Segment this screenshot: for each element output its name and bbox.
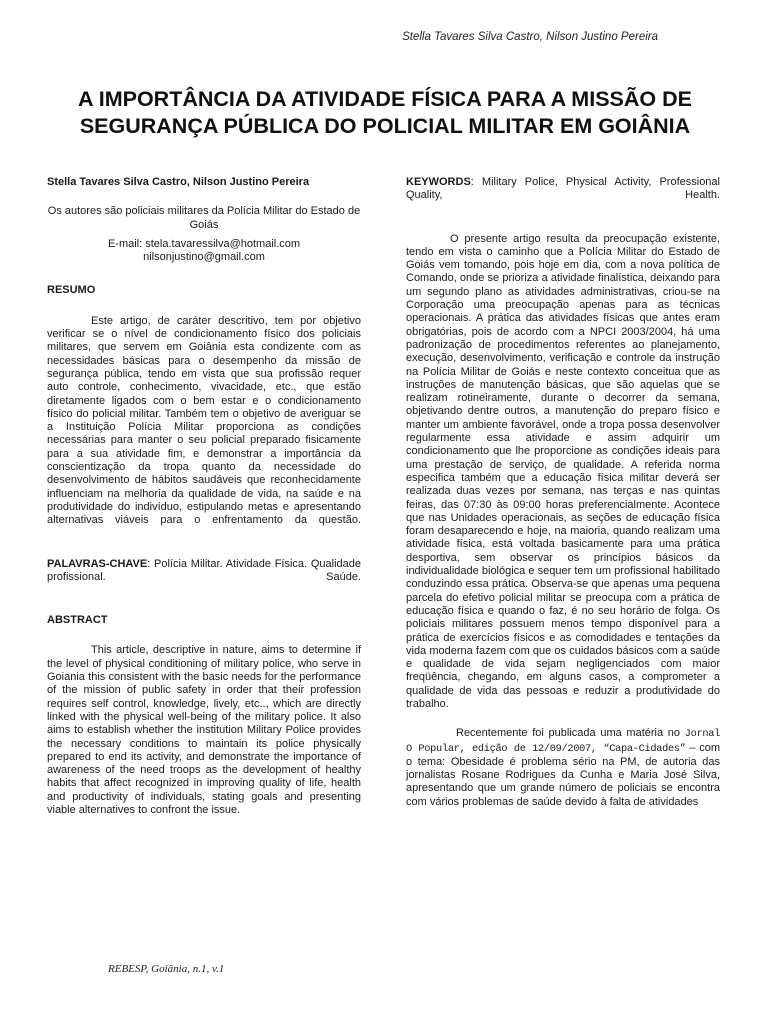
email-line-1: E-mail: stela.tavaressilva@hotmail.com [107,237,301,250]
newspaper-reference: Jornal O Popular, edição de 12/09/2007, “Capa-Cidades” [406,728,720,755]
body-paragraph-2-start: Recentemente foi publicada uma matéria no [456,727,685,740]
body-paragraph-2 [406,727,720,809]
body-paragraph-1: O presente artigo resulta da preocupação existente, tendo em vista o caminho que a Polícia Militar do Estado de Goiás vem tomando, pois hoje em dia, com a nova política de Comando, onde se prioriza a atividade finalística, deixando para um segundo plano as atividades administrativas, criou-se na Corporação uma preocupação apenas para as técnicas operacionais. A prática das atividades físicas que antes eram obrigatórias, pois de acordo com a NPCI 2003/2004, há uma padronização de procedimentos referentes ao planejamento, execução, desenvolvimento, verificação e controle da instrução na Polícia Militar de Goiás e neste contexto conceitua que as instruções de manutenção básicas, que são aquelas que se realizam rotineiramente, durante o decorrer da semana, objetivando dentre outros, a manutenção do preparo físico e manter um ambiente favorável, onde a tropa possa desenvolver regularmente essa atividade e assim adquirir um condicionamento que lhe proporcione as condições ideais para uma prestação de serviço, de qualidade. A referida norma especifica também que a educação física militar deverá ser realizada duas vezes por semana, nas terças e nas quintas feiras, das 07:30 às 09:00 horas preferencialmente. Acontece que nas Unidades operacionais, as seções de educação física foram desaparecendo e hoje, na maioria, quando realizam uma atividade física, está voltada basicamente para uma prática desportiva, sem observar os princípios básicos da individualidade biológica e sequer tem um profissional habilitado conduzindo essa prática. Observa-se que apenas uma pequena parcela do efetivo policial militar se preocupa com a prática de educação física e quando o faz, é no seu horário de folga. Os policiais militares possuem menos tempo disponível para a prática de exercícios físicos e as comodidades e tentações da vida moderna fazem com que os cuidados básicos com a saúde e qualidade de vida sejam negligenciados com maior freqüência, chegando, em alguns casos, a comprometer a qualidade de vida das pessoas e reduzir a produtividade do trabalho. [406,232,720,710]
keywords [406,176,720,203]
palavras-chave-text: : Polícia Militar. Atividade Física. Qualidade profissional. Saúde. [47,557,361,583]
author-emails [47,238,361,265]
keywords-text: : Military Police, Physical Activity, Professional Quality, Health. [406,176,720,202]
right-column [406,176,720,809]
left-column [47,176,361,817]
authors: Stella Tavares Silva Castro, Nilson Justino Pereira [47,176,310,188]
email-line-2: nilsonjustino@gmail.com [143,251,265,264]
resumo-text: Este artigo, de caráter descritivo, tem por objetivo verificar se o nível de condicionamento físico dos policiais militares, que servem em Goiânia esta condizente com as necessidades básicas para o desempenho da missão de segurança pública, tendo em vista que sua profissão requer auto controle, conhecimento, vivacidade, etc., que estão diretamente ligados com o bem estar e o condicionamento físico do policial militar. Também tem o objetivo de averiguar se a Instituição Polícia Militar proporciona as condições necessárias para manter o seu policial preparado fisicamente para a sua atividade fim, e demonstrar a importância da conscientização da tropa quanto da necessidade do desenvolvimento de hábitos saudáveis que reconhecidamente influenciam na melhoria da qualidade de vida, na saúde e na produtividade do indivíduo, estipulando metas e apresentando alternativas viáveis para o enfrentamento da questão. [47,314,361,527]
palavras-chave-label: PALAVRAS-CHAVE [47,557,148,570]
running-head: Stella Tavares Silva Castro, Nilson Justino Pereira [402,31,658,43]
body-paragraph-2-rest: – com o tema: Obesidade é problema sério na PM, de autoria das jornalistas Rosane Rodrigues da Cunha e Maria José Silva, apresentando que um grande número de policiais se encontra com vários problemas de saúde devido à falta de atividades [406,741,720,808]
article-title: A IMPORTÂNCIA DA ATIVIDADE FÍSICA PARA A MISSÃO DE SEGURANÇA PÚBLICA DO POLICIAL MILITAR EM GOIÂNIA [78,87,692,138]
keywords-label: KEYWORDS [406,176,471,188]
affiliation: Os autores são policiais militares da Polícia Militar do Estado de Goiás [47,205,361,231]
abstract-heading: ABSTRACT [47,614,108,627]
abstract-text: This article, descriptive in nature, aims to determine if the level of physical conditioning of military police, who serve in Goiania this consistent with the basic needs for the performance of the mission of public safety in order that their profession requires self control, knowledge, lively, etc.., which are directly linked with the physical well-being of the military police. It also aims to establish whether the institution Military Police provides the necessary conditions to maintain its police physically prepared to end its activity, and demonstrate the importance of awareness of the need troops as the development of healthy habits that affect recognized in improving quality of life, health and productivity of individuals, stating goals and presenting viable alternatives to confront the issue. [47,644,361,816]
journal-footer: REBESP, Goiânia, n.1, v.1 [108,963,225,975]
palavras-chave [47,558,361,585]
resumo-heading: RESUMO [47,284,96,297]
